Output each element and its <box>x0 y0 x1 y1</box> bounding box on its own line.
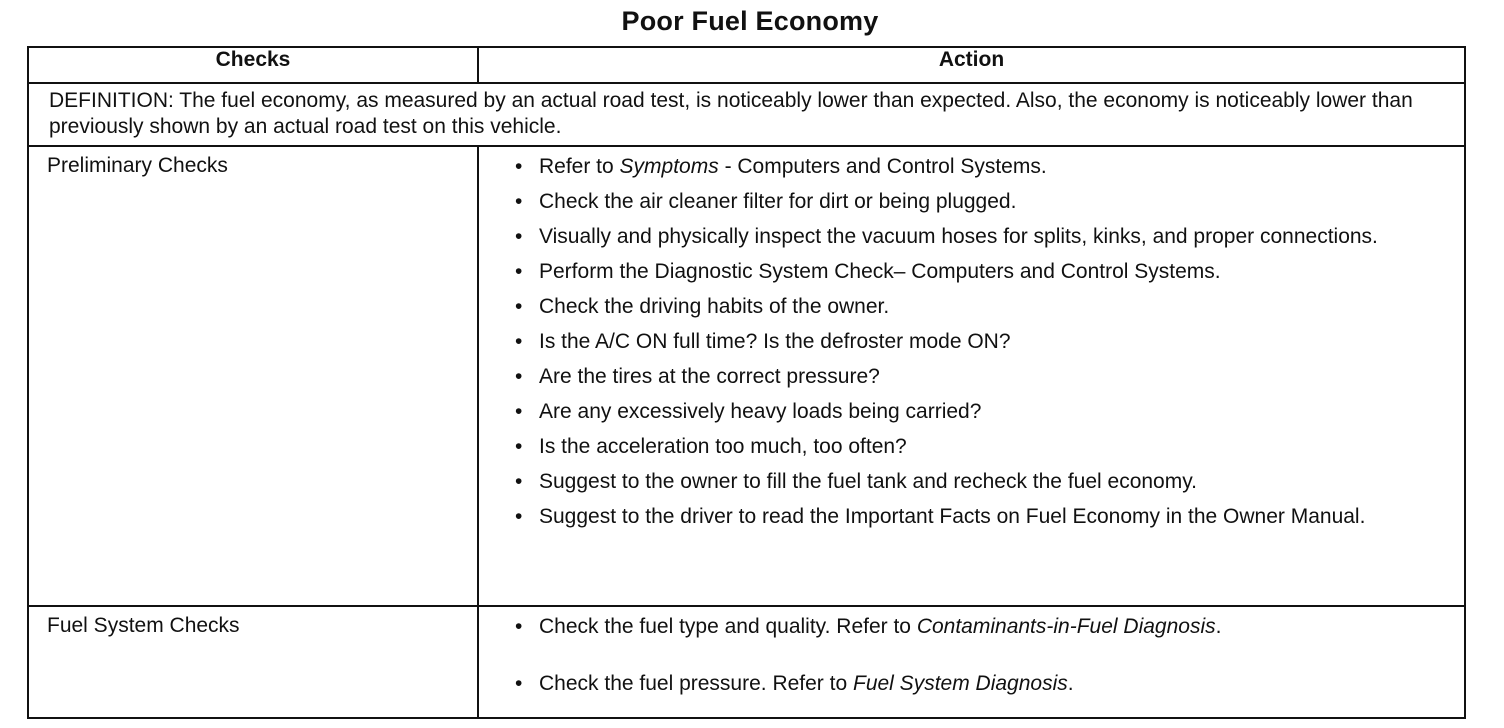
list-item <box>513 613 1448 640</box>
bullet-icon: • <box>515 260 523 283</box>
action-cell <box>478 606 1465 718</box>
table-row <box>28 606 1465 718</box>
definition-text: DEFINITION: The fuel economy, as measured by an actual road test, is noticeably lower than expected. Also, the economy is noticeably lower than previously shown by an actual road test on this vehicle. <box>28 83 1465 146</box>
bullet-icon: • <box>515 435 523 458</box>
action-text-suffix: . <box>1067 672 1074 695</box>
action-text: Is the acceleration too much, too often? <box>539 435 907 458</box>
action-text: Check the air cleaner filter for dirt or being plugged. <box>539 190 1017 213</box>
action-text: Check the fuel type and quality. Refer to <box>539 615 917 638</box>
check-label-fuel-system: Fuel System Checks <box>28 606 478 718</box>
bullet-icon: • <box>515 155 523 178</box>
action-text: Visually and physically inspect the vacuum hoses for splits, kinks, and proper connections. <box>539 225 1378 248</box>
action-cell <box>478 146 1465 606</box>
page-title: Poor Fuel Economy <box>621 6 879 36</box>
list-item <box>513 153 1448 180</box>
column-header-checks: Checks <box>28 47 478 83</box>
list-item <box>513 468 1448 495</box>
action-text: Is the A/C ON full time? Is the defroster mode ON? <box>539 330 1011 353</box>
action-list <box>513 613 1448 697</box>
bullet-icon: • <box>515 330 523 353</box>
action-text: Check the fuel pressure. Refer to <box>539 672 853 695</box>
action-reference: Symptoms <box>619 155 719 178</box>
list-item <box>513 503 1448 530</box>
list-item <box>513 398 1448 425</box>
header-row <box>28 47 1465 83</box>
bullet-icon: • <box>515 365 523 388</box>
diagnosis-table <box>27 46 1466 719</box>
list-item <box>513 328 1448 355</box>
list-item <box>513 433 1448 460</box>
definition-row <box>28 83 1465 146</box>
bullet-icon: • <box>515 615 523 638</box>
action-text: Are the tires at the correct pressure? <box>539 365 880 388</box>
bullet-icon: • <box>515 295 523 318</box>
action-reference: Contaminants-in-Fuel Diagnosis <box>916 615 1216 638</box>
list-item <box>513 670 1448 697</box>
action-text: Are any excessively heavy loads being carried? <box>539 400 982 423</box>
action-text: Suggest to the driver to read the Important Facts on Fuel Economy in the Owner Manual. <box>539 505 1366 528</box>
action-text: Suggest to the owner to fill the fuel tank and recheck the fuel economy. <box>539 470 1198 493</box>
bullet-icon: • <box>515 225 523 248</box>
bullet-icon: • <box>515 505 523 528</box>
action-text: Perform the Diagnostic System Check– Computers and Control Systems. <box>539 260 1221 283</box>
action-text-suffix: . <box>1215 615 1222 638</box>
column-header-action: Action <box>478 47 1465 83</box>
bullet-icon: • <box>515 190 523 213</box>
table-row <box>28 146 1465 606</box>
action-text: Refer to <box>539 155 620 178</box>
list-item <box>513 363 1448 390</box>
action-list <box>513 153 1448 530</box>
bullet-icon: • <box>515 470 523 493</box>
action-text-suffix: - Computers and Control Systems. <box>718 155 1047 178</box>
list-item <box>513 293 1448 320</box>
list-item <box>513 258 1448 285</box>
list-item <box>513 223 1448 250</box>
check-label-preliminary: Preliminary Checks <box>28 146 478 606</box>
action-reference: Fuel System Diagnosis <box>853 672 1068 695</box>
bullet-icon: • <box>515 672 523 695</box>
bullet-icon: • <box>515 400 523 423</box>
list-item <box>513 188 1448 215</box>
action-text: Check the driving habits of the owner. <box>539 295 890 318</box>
